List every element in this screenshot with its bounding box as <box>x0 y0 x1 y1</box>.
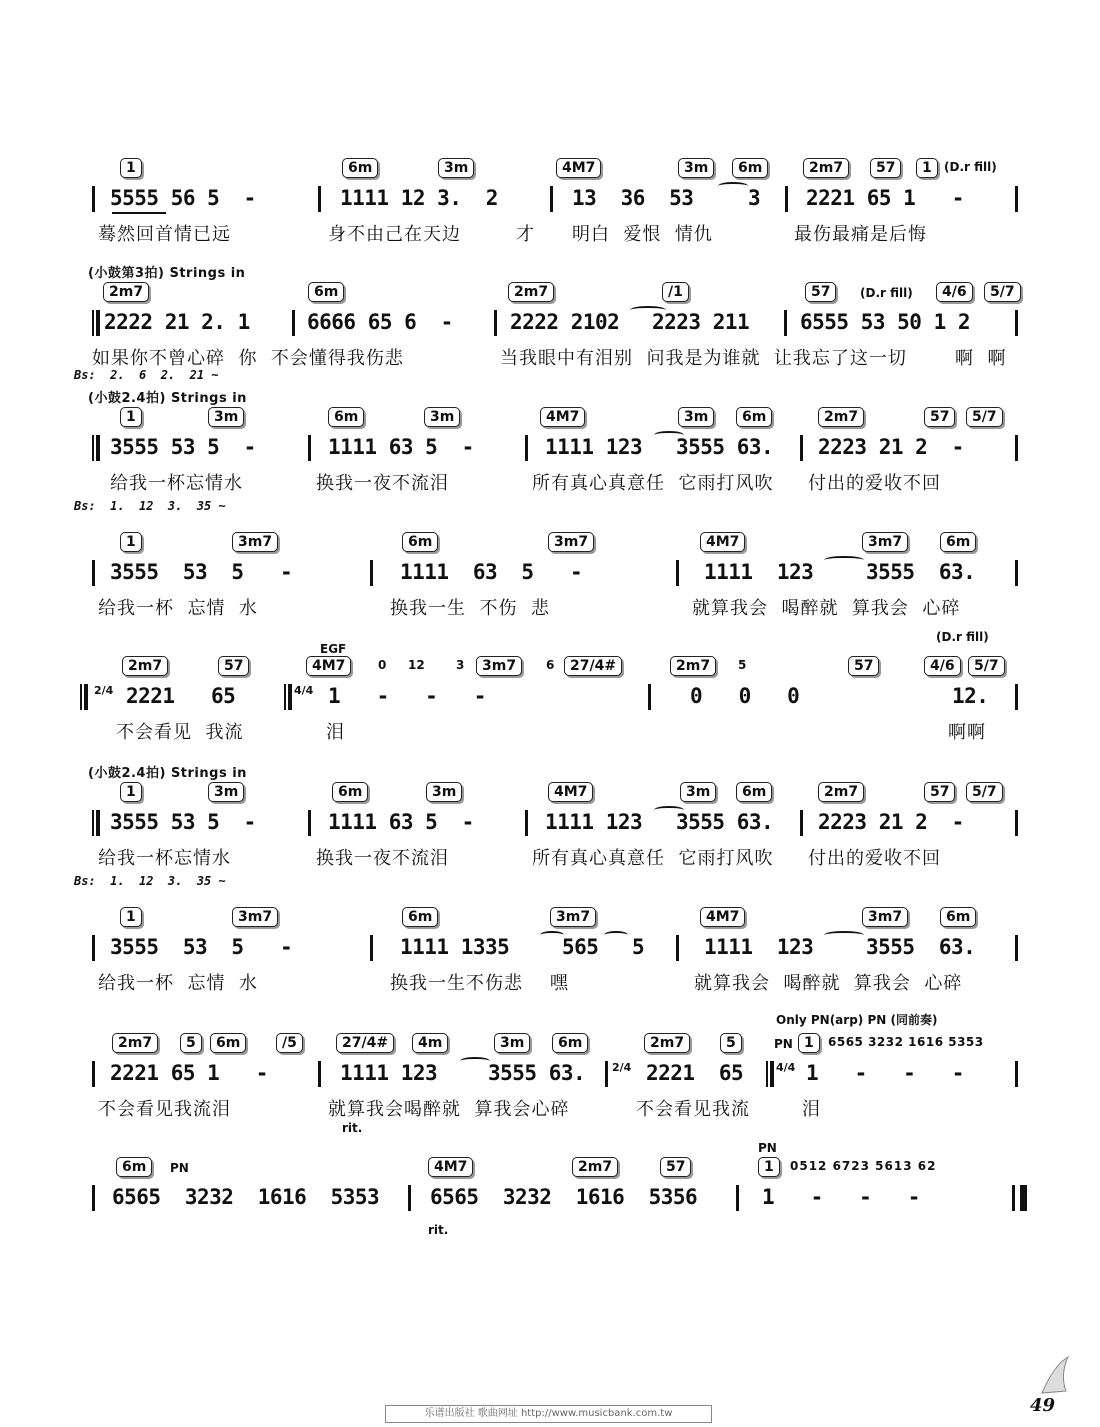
chord: 5 <box>720 1033 742 1053</box>
chord: 5/7 <box>984 282 1021 302</box>
fill-note: 5 <box>738 658 747 672</box>
chord: 5/7 <box>966 407 1003 427</box>
section-double-barline <box>80 684 88 710</box>
system-8 <box>0 1007 1100 1135</box>
page-corner-curl <box>1040 1355 1070 1395</box>
chord: 27/4# <box>564 656 622 676</box>
chord: 3m <box>494 1033 530 1053</box>
barline <box>800 435 803 461</box>
piano-notes: 6565 3232 1616 5353 <box>828 1035 984 1049</box>
chord: 5 <box>180 1033 202 1053</box>
melody-measure: 13 36 53 <box>572 186 694 210</box>
barline <box>370 935 373 961</box>
section-double-barline <box>92 310 100 336</box>
chord: 3m7 <box>862 907 908 927</box>
chord: 1 <box>120 407 142 427</box>
chord: 2m7 <box>508 282 554 302</box>
barline <box>308 435 311 461</box>
barline <box>525 810 528 836</box>
beam <box>112 212 166 214</box>
chord: 57 <box>848 656 879 676</box>
lyric: 换我一夜不流泪 <box>316 473 449 494</box>
chord-annotation: EGF <box>320 642 347 656</box>
barline <box>92 1185 95 1211</box>
chord: 1 <box>758 1157 780 1177</box>
melody-measure: 12. <box>952 684 989 708</box>
melody-measure: 3555 63. <box>866 560 976 584</box>
section-double-barline <box>92 435 100 461</box>
lyric: 给我一杯 忘情 水 <box>98 598 258 619</box>
final-barline-thick <box>1020 1185 1027 1211</box>
chord: 4/6 <box>924 656 961 676</box>
chord: 1 <box>798 1033 820 1053</box>
chord: 6m <box>402 907 438 927</box>
melody-measure: 2223 21 2 - <box>818 435 964 459</box>
chord: 1 <box>120 782 142 802</box>
chord: 3m7 <box>232 907 278 927</box>
chord: 6m <box>552 1033 588 1053</box>
chord: 27/4# <box>336 1033 394 1053</box>
barline <box>800 810 803 836</box>
chord: 4M7 <box>306 656 351 676</box>
barline <box>1015 310 1018 336</box>
drum-fill-note: (D.r fill) <box>944 160 997 174</box>
chord: 2m7 <box>644 1033 690 1053</box>
melody-measure: 0 0 0 <box>690 684 800 708</box>
lyric: 泪 <box>326 722 345 743</box>
barline <box>92 935 95 961</box>
lyric: 给我一杯 忘情 水 <box>98 973 258 994</box>
lyric: 泪 <box>802 1099 821 1120</box>
lyric: 就算我会 喝醉就 算我会 心碎 <box>694 973 963 994</box>
chord: 4M7 <box>540 407 585 427</box>
melody-measure: 2223 21 2 - <box>818 810 964 834</box>
lyric: 所有真心真意任 它雨打风吹 <box>532 848 774 869</box>
lyric: 换我一夜不流泪 <box>316 848 449 869</box>
section-caption: (小鼓第3拍) Strings in <box>88 266 246 281</box>
chord: 4M7 <box>700 532 745 552</box>
chord: 1 <box>120 532 142 552</box>
final-barline-thin <box>1012 1185 1015 1211</box>
melody-measure: 2223 211 <box>652 310 750 334</box>
chord: /1 <box>662 282 689 302</box>
melody-measure: 3555 63. <box>676 810 774 834</box>
barline <box>1015 1061 1018 1087</box>
chord: 4M7 <box>556 158 601 178</box>
barline <box>292 310 295 336</box>
tie <box>718 182 748 190</box>
lyric: 给我一杯忘情水 <box>98 848 231 869</box>
chord: 6m <box>732 158 768 178</box>
melody-measure: 2222 21 2. 1 <box>104 310 250 334</box>
melody-measure: 6565 3232 1616 5353 <box>112 1185 380 1209</box>
tie <box>540 931 564 939</box>
melody-measure: 1111 123 <box>704 560 814 584</box>
melody-measure: 6565 3232 1616 5356 <box>430 1185 698 1209</box>
chord: 3m <box>208 407 244 427</box>
barline <box>784 310 787 336</box>
lyric: 换我一生 不伤 悲 <box>390 598 550 619</box>
page-number: 49 <box>1030 1395 1056 1416</box>
melody-measure: 6555 53 50 1 2 <box>800 310 971 334</box>
chord: 3m7 <box>862 532 908 552</box>
melody-measure: 2221 65 1 - <box>806 186 964 210</box>
chord: 2m7 <box>670 656 716 676</box>
barline <box>408 1185 411 1211</box>
chord: 6m <box>308 282 344 302</box>
barline <box>494 310 497 336</box>
system-5 <box>0 630 1100 750</box>
chord: 4m <box>412 1033 448 1053</box>
barline <box>1015 560 1018 586</box>
chord: 57 <box>805 282 836 302</box>
melody-measure: 1111 1335 <box>400 935 510 959</box>
melody-measure: 3555 63. <box>488 1061 586 1085</box>
fill-note: 6 <box>546 658 555 672</box>
chord: 2m7 <box>103 282 149 302</box>
melody-measure: 3555 53 5 - <box>110 560 293 584</box>
chord: 3m <box>680 782 716 802</box>
barline <box>676 560 679 586</box>
barline <box>1015 935 1018 961</box>
melody-measure: 1 - - - <box>328 684 486 708</box>
ending-notes: 0512 6723 5613 62 <box>790 1159 937 1173</box>
piano-label: PN <box>774 1037 793 1051</box>
time-signature: 2/4 <box>94 684 114 697</box>
melody-measure: 1111 123 <box>704 935 814 959</box>
chord: 1 <box>916 158 938 178</box>
bass-line: Bs: 2. 6 2. 21 ~ <box>74 368 219 382</box>
chord: 3m <box>208 782 244 802</box>
fill-note: 12 <box>408 658 425 672</box>
lyric: 就算我会 喝醉就 算我会 心碎 <box>692 598 961 619</box>
chord: 5/7 <box>966 782 1003 802</box>
chord: 6m <box>210 1033 246 1053</box>
lyric: 身不由己在天边 <box>328 224 461 245</box>
chord: 6m <box>328 407 364 427</box>
melody-measure: 2222 2102 <box>510 310 620 334</box>
melody-measure: 2221 65 1 - <box>110 1061 268 1085</box>
chord: 3m <box>438 158 474 178</box>
lyric: 如果你不曾心碎 你 不会懂得我伤悲 <box>92 348 404 369</box>
chord: 3m7 <box>548 532 594 552</box>
ritardando-mark: rit. <box>428 1223 449 1237</box>
drum-fill-note: (D.r fill) <box>936 630 989 644</box>
barline <box>605 1061 608 1087</box>
system-3 <box>0 387 1100 513</box>
barline <box>525 435 528 461</box>
barline <box>1015 186 1018 212</box>
lyric: 付出的爱收不回 <box>808 848 941 869</box>
lyric: 明白 爱恨 情仇 <box>572 224 713 245</box>
barline <box>92 560 95 586</box>
system-1 <box>0 140 1100 260</box>
lyric: 最伤最痛是后悔 <box>794 224 927 245</box>
chord: 2m7 <box>818 782 864 802</box>
tie <box>604 931 628 939</box>
barline <box>318 186 321 212</box>
tie <box>460 1057 490 1065</box>
chord: 6m <box>116 1157 152 1177</box>
chord: 3m7 <box>550 907 596 927</box>
barline <box>736 1185 739 1211</box>
drum-fill-note: (D.r fill) <box>860 286 913 300</box>
lyric: 不会看见我流泪 <box>98 1099 231 1120</box>
chord: 6m <box>402 532 438 552</box>
melody-measure: 1111 63 5 - <box>400 560 583 584</box>
time-signature: 2/4 <box>612 1061 632 1074</box>
lyric: 所有真心真意任 它雨打风吹 <box>532 473 774 494</box>
chord: 4M7 <box>700 907 745 927</box>
chord: 6m <box>736 782 772 802</box>
footer-watermark: 乐谱出版社 歌曲网址 http://www.musicbank.com.tw <box>385 1405 712 1423</box>
barline <box>370 560 373 586</box>
chord: 3m7 <box>476 656 522 676</box>
chord: 2m7 <box>112 1033 158 1053</box>
chord: 2m7 <box>803 158 849 178</box>
system-6 <box>0 762 1100 888</box>
chord: 3m7 <box>232 532 278 552</box>
chord: 3m <box>678 158 714 178</box>
melody-measure: 1111 63 5 - <box>328 810 474 834</box>
melody-measure: 1111 123 <box>340 1061 438 1085</box>
barline <box>318 1061 321 1087</box>
fill-note: 0 <box>378 658 387 672</box>
piano-note: Only PN(arp) PN (同前奏) <box>776 1013 938 1027</box>
melody-note: 3 <box>748 186 761 210</box>
melody-measure: 2221 65 <box>126 684 236 708</box>
chord: 57 <box>870 158 901 178</box>
chord: 5/7 <box>968 656 1005 676</box>
ritardando-mark: rit. <box>342 1121 363 1135</box>
melody-measure: 1111 63 5 - <box>328 435 474 459</box>
chord: 2m7 <box>572 1157 618 1177</box>
bass-line: Bs: 1. 12 3. 35 ~ <box>74 874 226 888</box>
chord: 6m <box>332 782 368 802</box>
chord: 3m <box>426 782 462 802</box>
melody-measure: 1111 123 <box>545 435 643 459</box>
melody-measure: 1111 123 <box>545 810 643 834</box>
lyric: 不会看见我流 <box>636 1099 750 1120</box>
system-7 <box>0 887 1100 1007</box>
barline <box>1015 684 1018 710</box>
chord: 4/6 <box>936 282 973 302</box>
melody-measure: 3555 53 5 - <box>110 810 256 834</box>
lyric: 给我一杯忘情水 <box>110 473 243 494</box>
barline <box>92 186 95 212</box>
melody-measure: 3555 63. <box>866 935 976 959</box>
chord: 6m <box>736 407 772 427</box>
system-4 <box>0 512 1100 632</box>
chord: 4M7 <box>548 782 593 802</box>
lyric: 蓦然回首情已远 <box>98 224 231 245</box>
melody-measure: 2221 65 <box>646 1061 744 1085</box>
melody-measure: 1111 12 3. 2 <box>340 186 498 210</box>
time-signature: 4/4 <box>776 1061 796 1074</box>
melody-measure: 6666 65 6 - <box>307 310 453 334</box>
piano-label: PN <box>170 1161 189 1175</box>
system-9 <box>0 1135 1100 1255</box>
lyric: 才 <box>516 224 535 245</box>
chord: 57 <box>660 1157 691 1177</box>
melody-measure: 565 <box>562 935 599 959</box>
chord: 2m7 <box>122 656 168 676</box>
double-barline <box>284 684 292 710</box>
barline <box>648 684 651 710</box>
lyric: 就算我会喝醉就 算我会心碎 <box>328 1099 570 1120</box>
chord: 6m <box>342 158 378 178</box>
barline <box>676 935 679 961</box>
section-double-barline <box>92 810 100 836</box>
melody-measure: 1 - - - <box>762 1185 920 1209</box>
lyric: 付出的爱收不回 <box>808 473 941 494</box>
lyric: 不会看见 我流 <box>116 722 244 743</box>
melody-measure: 1 - - - <box>806 1061 964 1085</box>
piano-label: PN <box>758 1141 777 1155</box>
chord: 57 <box>924 407 955 427</box>
lyric: 啊啊 <box>948 722 986 743</box>
chord: /5 <box>276 1033 303 1053</box>
melody-measure: 3555 53 5 - <box>110 935 293 959</box>
chord: 57 <box>924 782 955 802</box>
fill-note: 3 <box>456 658 465 672</box>
section-caption: (小鼓2.4拍) Strings in <box>88 391 247 406</box>
tie <box>824 556 864 564</box>
tie <box>824 931 864 939</box>
melody-measure: 5555 56 5 - <box>110 186 256 210</box>
system-2 <box>0 262 1100 382</box>
chord: 3m <box>424 407 460 427</box>
barline <box>550 186 553 212</box>
chord: 57 <box>218 656 249 676</box>
time-signature: 4/4 <box>294 684 314 697</box>
barline <box>1015 810 1018 836</box>
chord: 1 <box>120 158 142 178</box>
chord: 1 <box>120 907 142 927</box>
lyric: 啊 啊 <box>955 348 1007 369</box>
double-barline <box>766 1061 774 1087</box>
melody-note: 5 <box>632 935 645 959</box>
chord: 2m7 <box>818 407 864 427</box>
barline <box>308 810 311 836</box>
lyric: 当我眼中有泪别 问我是为谁就 让我忘了这一切 <box>500 348 907 369</box>
chord: 4M7 <box>428 1157 473 1177</box>
bass-line: Bs: 1. 12 3. 35 ~ <box>74 499 226 513</box>
chord: 3m <box>678 407 714 427</box>
chord: 6m <box>940 907 976 927</box>
melody-measure: 3555 53 5 - <box>110 435 256 459</box>
barline <box>785 186 788 212</box>
lyric: 换我一生不伤悲 嘿 <box>390 973 569 994</box>
barline <box>1015 435 1018 461</box>
barline <box>92 1061 95 1087</box>
chord: 6m <box>940 532 976 552</box>
section-caption: (小鼓2.4拍) Strings in <box>88 766 247 781</box>
melody-measure: 3555 63. <box>676 435 774 459</box>
